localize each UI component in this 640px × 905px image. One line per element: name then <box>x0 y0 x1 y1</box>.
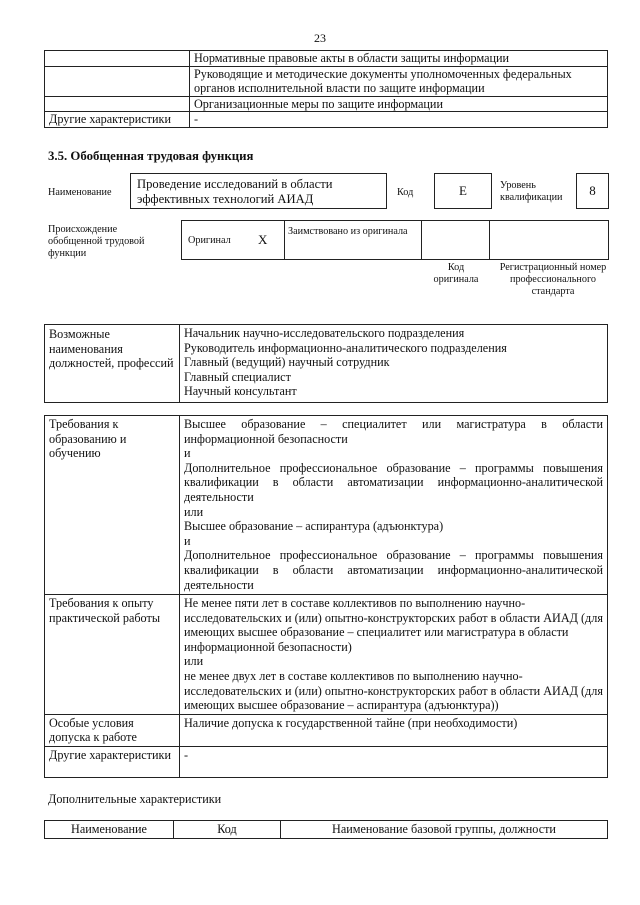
origin-label: Происхождение обобщенной трудовой функции <box>48 224 145 259</box>
position-item: Руководитель информационно-аналитического подразделения <box>184 340 507 355</box>
level-value-box <box>576 173 609 209</box>
special-conditions-value: Наличие допуска к государственной тайне (при необходимости) <box>180 714 608 746</box>
col-group-header: Наименование базовой группы, должности <box>281 821 608 839</box>
position-item: Главный (ведущий) научный сотрудник <box>184 355 390 370</box>
code-value: E <box>459 183 467 198</box>
knowledge-item-2: Руководящие и методические документы уполномоченных федеральных органов исполнительной власти по защите информации <box>190 66 608 96</box>
other-characteristics-label: Другие характеристики <box>45 746 180 777</box>
top-table <box>44 50 608 128</box>
position-item: Научный консультант <box>184 384 297 399</box>
level-label: Уровень квалификации <box>500 180 563 203</box>
education-content: Высшее образование – специалитет или магистратура в области информационной безопасности и Дополнительное профессиональное образование – программы повышения квалификации в области автоматизации информационно-аналитической деятельности или Высшее образование – аспирантура (адъюнктура) и Дополнительное профессиональное образование – программы повышения квалификации в области автоматизации информационно-аналитической деятельности <box>180 416 608 595</box>
knowledge-item-3: Организационные меры по защите информации <box>190 96 608 112</box>
name-value: Проведение исследований в области эффективных технологий АИАД <box>137 177 333 206</box>
position-item: Главный специалист <box>184 369 291 384</box>
position-item: Начальник научно-исследовательского подразделения <box>184 326 465 340</box>
level-value: 8 <box>589 183 596 198</box>
experience-label: Требования к опыту практической работы <box>45 595 180 715</box>
code-original-caption: Код оригинала <box>433 262 479 285</box>
page-number: 23 <box>314 31 326 45</box>
original-mark: X <box>258 232 268 247</box>
positions-list <box>180 325 608 403</box>
borrowed-label: Заимствовано из оригинала <box>288 226 408 237</box>
education-label: Требования к образованию и обучению <box>45 416 180 595</box>
special-conditions-label: Особые условия допуска к работе <box>45 714 180 746</box>
other-characteristics-label: Другие характеристики <box>45 112 190 128</box>
positions-label: Возможные наименования должностей, профессий <box>45 325 180 403</box>
col-code-header: Код <box>174 821 281 839</box>
positions-table <box>44 324 608 403</box>
original-label: Оригинал <box>188 235 231 246</box>
origin-table <box>181 220 609 260</box>
other-characteristics-value: - <box>180 746 608 777</box>
other-characteristics-value: - <box>190 112 608 128</box>
name-value-box <box>130 173 387 209</box>
knowledge-item-1: Нормативные правовые акты в области защиты информации <box>190 51 608 67</box>
code-label: Код <box>397 187 414 198</box>
code-value-box <box>434 173 492 209</box>
section-title: 3.5. Обобщенная трудовая функция <box>48 149 254 163</box>
additional-characteristics-title: Дополнительные характеристики <box>48 792 222 806</box>
additional-table <box>44 820 608 839</box>
col-name-header: Наименование <box>45 821 174 839</box>
reg-number-caption: Регистрационный номер профессионального стандарта <box>499 262 607 297</box>
name-label: Наименование <box>48 187 112 198</box>
requirements-table <box>44 415 608 778</box>
experience-content: Не менее пяти лет в составе коллективов по выполнению научно-исследовательских и (или) опытно-конструкторских работ в области АИАД (для имеющих высшее образование – специалитет или магистратура в области информационной безопасности) или не менее двух лет в составе коллективов по выполнению научно-исследовательских и (или) опытно-конструкторских работ в области АИАД (для имеющих высшее образование – аспирантура (адъюнктура)) <box>180 595 608 715</box>
